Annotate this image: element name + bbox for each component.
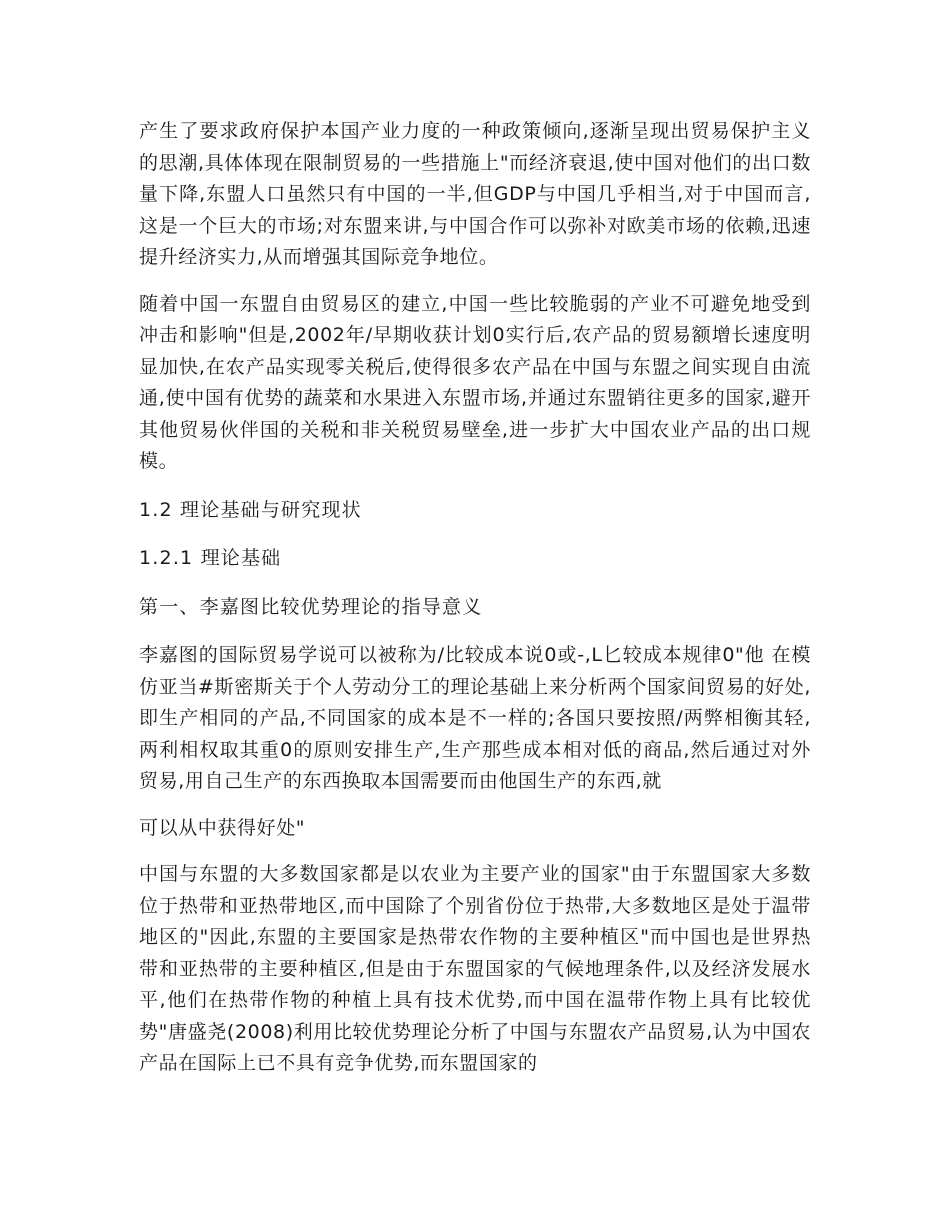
paragraph-ricardo-theory: 李嘉图的国际贸易学说可以被称为/比较成本说0或-,L匕较成本规律0"他 在模仿亚当#斯密斯关于个人劳动分工的理论基础上来分析两个国家间贸易的好处,即生产相同的产品,不同国家的成本是不一样的;各国只要按照/两弊相衡其轻,两利相权取其重0的原则安排生产,生产那些成本相对低的商品,然后通过对外贸易,用自己生产的东西换取本国需要而由他国生产的东西,就 — [139, 644, 811, 792]
section-heading-1-2-1: 1.2.1 理论基础 — [139, 547, 282, 569]
subsection-heading-ricardo: 第一、李嘉图比较优势理论的指导意义 — [139, 595, 483, 618]
document-body — [139, 116, 811, 1080]
paragraph-benefit-line: 可以从中获得好处" — [139, 816, 306, 839]
paragraph-free-trade-area: 随着中国一东盟自由贸易区的建立,中国一些比较脆弱的产业不可避免地受到冲击和影响"但是,2002年/早期收获计划0实行后,农产品的贸易额增长速度明显加快,在农产品实现零关税后,使得很多农产品在中国与东盟之间实现自由流通,使中国有优势的蔬菜和水果进入东盟市场,并通过东盟销往更多的国家,避开其他贸易伙伴国的关税和非关税贸易壁垒,进一步扩大中国农业产品的出口规模。 — [139, 292, 811, 472]
section-heading-1-2: 1.2 理论基础与研究现状 — [139, 498, 362, 521]
paragraph-china-asean-agriculture: 中国与东盟的大多数国家都是以农业为主要产业的国家"由于东盟国家大多数位于热带和亚热带地区,而中国除了个别省份位于热带,大多数地区是处于温带地区的"因此,东盟的主要国家是热带农作物的主要种植区"而中国也是世界热带和亚热带的主要种植区,但是由于东盟国家的气候地理条件,以及经济发展水平,他们在热带作物的种植上具有技术优势,而中国在温带作物上具有比较优势"唐盛尧(2008)利用比较优势理论分析了中国与东盟农产品贸易,认为中国农产品在国际上已不具有竞争优势,而东盟国家的 — [139, 863, 811, 1074]
paragraph-trade-protection: 产生了要求政府保护本国产业力度的一种政策倾向,逐渐呈现出贸易保护主义的思潮,具体体现在限制贸易的一些措施上"而经济衰退,使中国对他们的出口数量下降,东盟人口虽然只有中国的一半,但GDP与中国几乎相当,对于中国而言,这是一个巨大的市场;对东盟来讲,与中国合作可以弥补对欧美市场的依赖,迅速提升经济实力,从而增强其国际竞争地位。 — [139, 120, 811, 268]
